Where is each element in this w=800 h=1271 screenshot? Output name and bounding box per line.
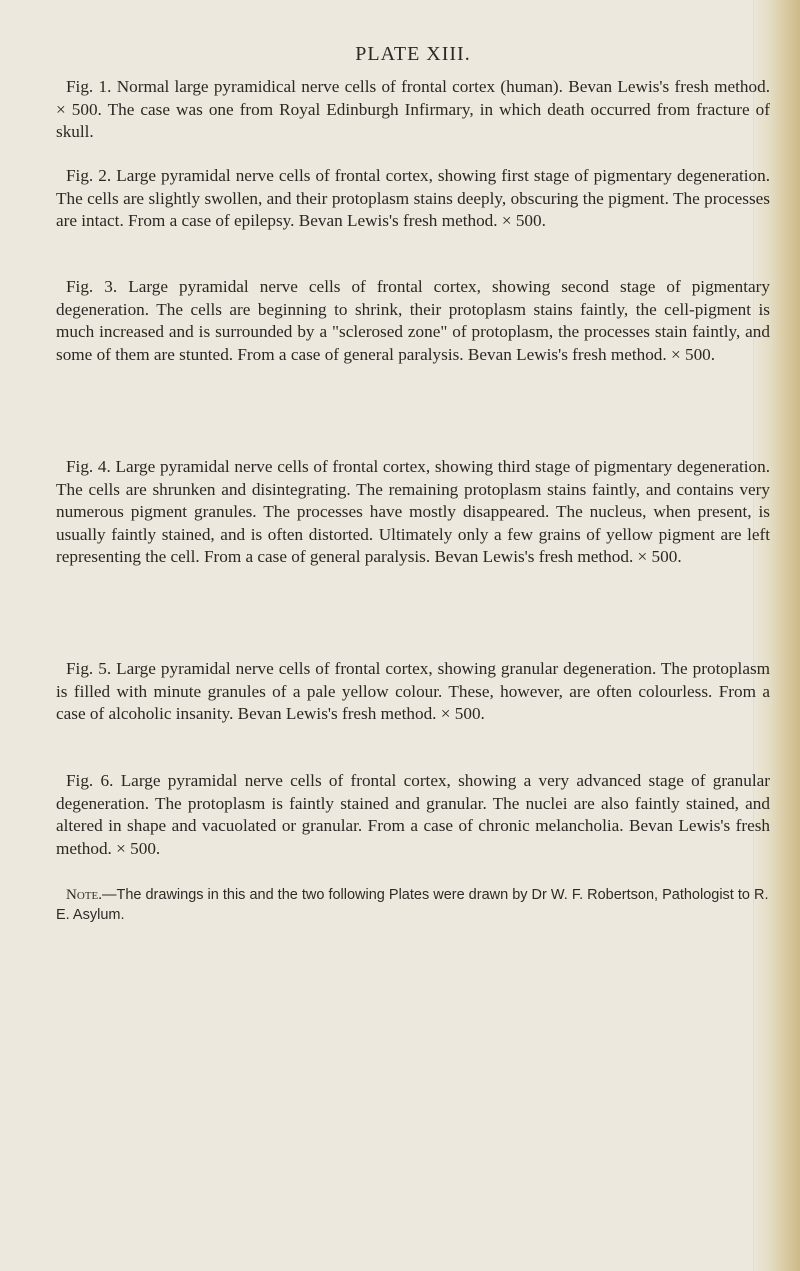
figure-label: Fig. 3. [66,277,118,296]
figure-caption-3 [56,276,770,366]
figure-label: Fig. 2. [66,166,112,185]
plate-title: PLATE XIII. [355,43,471,65]
plate-note [56,885,770,925]
figure-caption-4 [56,456,770,569]
caption-text: Large pyramidal nerve cells of frontal cortex, showing a very advanced stage of granular degeneration. The protoplasm is faintly stained and granular. The nuclei are also faintly stained, and altered in shape and vacuolated or granular. From a case of chronic melancholia. Bevan Lewis's fresh method. × 500. [56,771,770,858]
figure-caption-6 [56,770,770,860]
figure-caption-2 [56,165,770,233]
figure-label: Fig. 1. [66,77,112,96]
caption-text: Large pyramidal nerve cells of frontal cortex, showing first stage of pigmentary degeneration. The cells are slightly swollen, and their protoplasm stains deeply, obscuring the pigment. The processes are intact. From a case of epilepsy. Bevan Lewis's fresh method. × 500. [56,166,770,230]
caption-text: Large pyramidal nerve cells of frontal cortex, showing third stage of pigmentary degeneration. The cells are shrunken and disintegrating. The remaining protoplasm stains faintly, and contains very numerous pigment granules. The processes have mostly disappeared. The nucleus, when present, is usually faintly stained, and is often distorted. Ultimately only a few grains of yellow pigment are left representing the cell. From a case of general paralysis. Bevan Lewis's fresh method. × 500. [56,457,771,566]
caption-text: Large pyramidal nerve cells of frontal cortex, showing second stage of pigmentary degeneration. The cells are beginning to shrink, their protoplasm stains faintly, the cell-pigment is much increased and is surrounded by a "sclerosed zone" of protoplasm, the processes stain faintly, and some of them are stunted. From a case of general paralysis. Bevan Lewis's fresh method. × 500. [56,277,770,364]
note-label: Note. [66,887,102,903]
figure-caption-5 [56,658,770,726]
figure-label: Fig. 5. [66,659,112,678]
caption-text: Normal large pyramidical nerve cells of frontal cortex (human). Bevan Lewis's fresh method. × 500. The case was one from Royal Edinburgh Infirmary, in which death occurred from fracture of skull. [56,77,771,141]
note-text: —The drawings in this and the two following Plates were drawn by Dr W. F. Robertson, Pathologist to R. E. Asylum. [56,887,769,923]
figure-label: Fig. 4. [66,457,111,476]
figure-caption-1 [56,76,770,144]
caption-text: Large pyramidal nerve cells of frontal cortex, showing granular degeneration. The protoplasm is filled with minute granules of a pale yellow colour. These, however, are often colourless. From a case of alcoholic insanity. Bevan Lewis's fresh method. × 500. [56,659,770,723]
figure-label: Fig. 6. [66,771,114,790]
